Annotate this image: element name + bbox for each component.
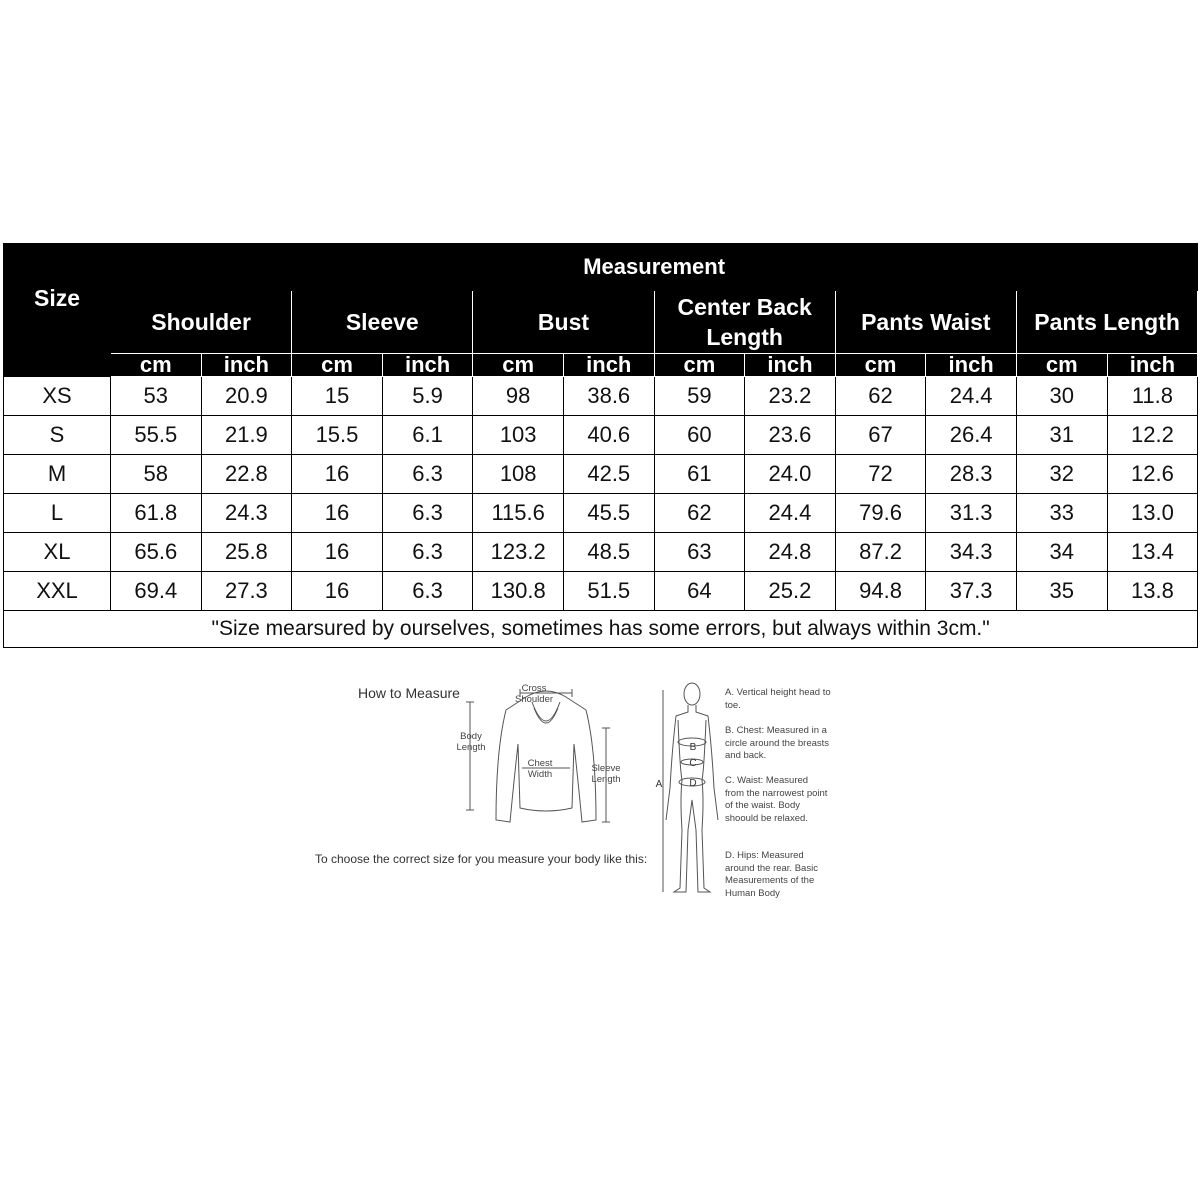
size-cell: M	[4, 455, 111, 494]
value-cell: 26.4	[926, 416, 1017, 455]
figure-letter-c: C	[689, 758, 697, 769]
value-cell: 69.4	[111, 572, 202, 611]
value-cell: 51.5	[563, 572, 654, 611]
table-row	[4, 416, 1198, 455]
value-cell: 87.2	[835, 533, 926, 572]
size-cell: XXL	[4, 572, 111, 611]
how-to-measure-panel	[300, 675, 860, 915]
value-cell: 13.8	[1107, 572, 1198, 611]
value-cell: 35	[1016, 572, 1107, 611]
value-cell: 65.6	[111, 533, 202, 572]
size-cell: XS	[4, 377, 111, 416]
measurement-note: "Size mearsured by ourselves, sometimes has some errors, but always within 3cm."	[4, 611, 1198, 648]
unit-inch-header: inch	[1107, 354, 1198, 377]
value-cell: 38.6	[563, 377, 654, 416]
value-cell: 34.3	[926, 533, 1017, 572]
value-cell: 15	[292, 377, 383, 416]
value-cell: 6.3	[382, 533, 473, 572]
value-cell: 108	[473, 455, 564, 494]
group-header: Bust	[473, 291, 654, 354]
value-cell: 42.5	[563, 455, 654, 494]
value-cell: 79.6	[835, 494, 926, 533]
body-length-label: Body Length	[456, 731, 486, 753]
value-cell: 16	[292, 494, 383, 533]
value-cell: 45.5	[563, 494, 654, 533]
value-cell: 24.4	[745, 494, 836, 533]
cross-shoulder-label: Cross Shoulder	[514, 683, 554, 705]
value-cell: 34	[1016, 533, 1107, 572]
unit-cm-header: cm	[654, 354, 745, 377]
value-cell: 62	[835, 377, 926, 416]
figure-letter-a: A	[655, 779, 663, 790]
value-cell: 67	[835, 416, 926, 455]
table-row	[4, 455, 1198, 494]
value-cell: 6.3	[382, 455, 473, 494]
value-cell: 24.3	[201, 494, 292, 533]
size-chart-table	[3, 243, 1198, 648]
unit-inch-header: inch	[201, 354, 292, 377]
value-cell: 12.2	[1107, 416, 1198, 455]
value-cell: 115.6	[473, 494, 564, 533]
unit-cm-header: cm	[111, 354, 202, 377]
figure-letter-d: D	[689, 778, 697, 789]
value-cell: 40.6	[563, 416, 654, 455]
value-cell: 6.1	[382, 416, 473, 455]
value-cell: 48.5	[563, 533, 654, 572]
table-row	[4, 377, 1198, 416]
value-cell: 6.3	[382, 494, 473, 533]
group-header: Sleeve	[292, 291, 473, 354]
group-header: Pants Length	[1016, 291, 1197, 354]
size-cell: L	[4, 494, 111, 533]
value-cell: 24.4	[926, 377, 1017, 416]
unit-inch-header: inch	[745, 354, 836, 377]
value-cell: 63	[654, 533, 745, 572]
group-header: Shoulder	[111, 291, 292, 354]
value-cell: 98	[473, 377, 564, 416]
table-row	[4, 572, 1198, 611]
sweater-diagram	[460, 680, 620, 835]
figure-letter-b: B	[689, 742, 697, 753]
value-cell: 64	[654, 572, 745, 611]
value-cell: 94.8	[835, 572, 926, 611]
value-cell: 25.8	[201, 533, 292, 572]
unit-inch-header: inch	[382, 354, 473, 377]
value-cell: 37.3	[926, 572, 1017, 611]
value-cell: 11.8	[1107, 377, 1198, 416]
value-cell: 20.9	[201, 377, 292, 416]
value-cell: 24.0	[745, 455, 836, 494]
value-cell: 58	[111, 455, 202, 494]
value-cell: 32	[1016, 455, 1107, 494]
value-cell: 53	[111, 377, 202, 416]
value-cell: 16	[292, 572, 383, 611]
group-header: Pants Waist	[835, 291, 1016, 354]
value-cell: 12.6	[1107, 455, 1198, 494]
unit-inch-header: inch	[563, 354, 654, 377]
unit-cm-header: cm	[473, 354, 564, 377]
value-cell: 31	[1016, 416, 1107, 455]
value-cell: 62	[654, 494, 745, 533]
size-column-header: Size	[4, 244, 111, 354]
value-cell: 59	[654, 377, 745, 416]
value-cell: 72	[835, 455, 926, 494]
value-cell: 27.3	[201, 572, 292, 611]
legend-item-d: D. Hips: Measured around the rear. Basic Measurements of the Human Body	[725, 850, 818, 899]
unit-cm-header: cm	[292, 354, 383, 377]
value-cell: 103	[473, 416, 564, 455]
value-cell: 28.3	[926, 455, 1017, 494]
size-cell: XL	[4, 533, 111, 572]
table-row	[4, 533, 1198, 572]
value-cell: 61	[654, 455, 745, 494]
value-cell: 60	[654, 416, 745, 455]
instruction-text: To choose the correct size for you measure your body like this:	[315, 852, 648, 866]
body-figure-diagram	[655, 680, 720, 900]
measurement-header: Measurement	[111, 244, 1198, 291]
value-cell: 6.3	[382, 572, 473, 611]
value-cell: 55.5	[111, 416, 202, 455]
how-to-title: How to Measure	[358, 685, 460, 701]
value-cell: 33	[1016, 494, 1107, 533]
value-cell: 13.4	[1107, 533, 1198, 572]
legend-item-a: A. Vertical height head to toe.	[725, 687, 831, 711]
table-row	[4, 494, 1198, 533]
value-cell: 16	[292, 455, 383, 494]
value-cell: 123.2	[473, 533, 564, 572]
group-header: Center Back Length	[654, 291, 835, 354]
value-cell: 13.0	[1107, 494, 1198, 533]
value-cell: 130.8	[473, 572, 564, 611]
chest-width-label: Chest Width	[527, 758, 553, 780]
value-cell: 30	[1016, 377, 1107, 416]
size-cell: S	[4, 416, 111, 455]
value-cell: 61.8	[111, 494, 202, 533]
sleeve-length-label: Sleeve Length	[591, 763, 621, 785]
value-cell: 15.5	[292, 416, 383, 455]
unit-inch-header: inch	[926, 354, 1017, 377]
size-unit-spacer	[4, 354, 111, 377]
unit-cm-header: cm	[835, 354, 926, 377]
value-cell: 21.9	[201, 416, 292, 455]
value-cell: 24.8	[745, 533, 836, 572]
value-cell: 16	[292, 533, 383, 572]
legend-item-c: C. Waist: Measured from the narrowest point of the waist. Body shoould be relaxed.	[725, 775, 828, 824]
value-cell: 5.9	[382, 377, 473, 416]
value-cell: 23.2	[745, 377, 836, 416]
unit-cm-header: cm	[1016, 354, 1107, 377]
value-cell: 25.2	[745, 572, 836, 611]
legend-item-b: B. Chest: Measured in a circle around the breasts and back.	[725, 725, 830, 761]
value-cell: 23.6	[745, 416, 836, 455]
value-cell: 22.8	[201, 455, 292, 494]
value-cell: 31.3	[926, 494, 1017, 533]
